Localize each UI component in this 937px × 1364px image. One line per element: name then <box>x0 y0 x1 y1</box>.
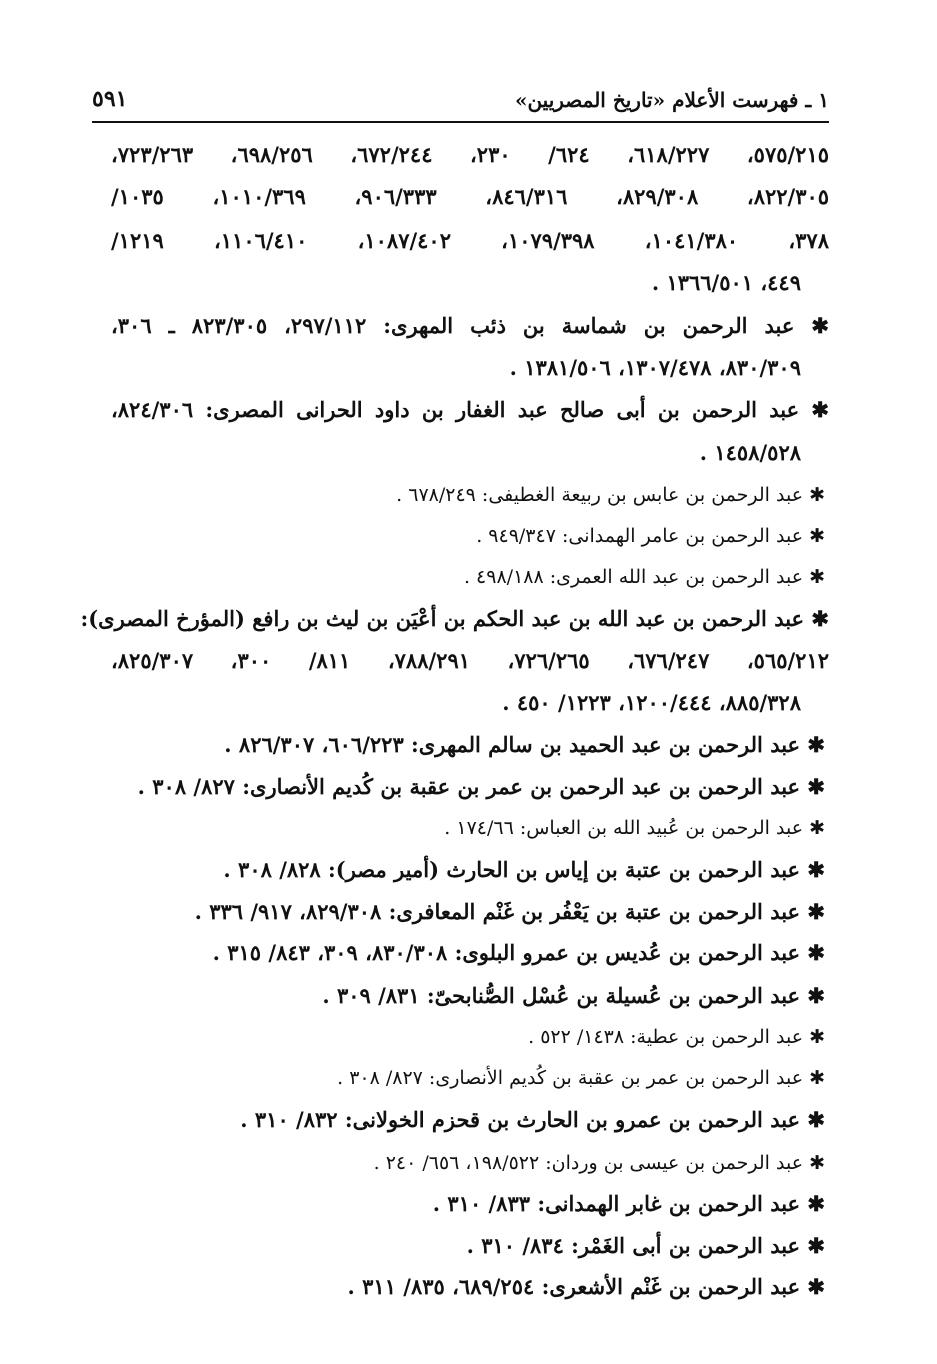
entry-ibn-abd-al-hakam: ✱ عبد الرحمن بن عبد الله بن عبد الحكم بن أعْيَن بن ليث بن رافع (المؤرخ المصرى): <box>80 606 829 631</box>
page-number: ٥٩١ <box>92 86 128 112</box>
entry-utba-yafur: ✱ عبد الرحمن بن عتبة بن يَعْفُر بن غَنْم المعافرى: ٨٢٩/٣٠٨، ٩١٧/ ٣٣٦ . <box>194 899 825 924</box>
entry-abdullah-umari: ✱ عبد الرحمن بن عبد الله العمرى: ٤٩٨/١٨٨ . <box>463 566 825 588</box>
entry-abi-salih-cont: ١٤٥٨/٥٢٨ . <box>699 440 801 465</box>
entry-utba-iyas: ✱ عبد الرحمن بن عتبة بن إياس بن الحارث (أمير مصر): ٨٢٨/ ٣٠٨ . <box>223 857 825 882</box>
entry-ghanm-ashari: ✱ عبد الرحمن بن غَنْم الأشعرى: ٦٨٩/٢٥٤، ٨٣٥/ ٣١١ . <box>347 1274 825 1299</box>
index-line-1: ٥٧٥/٢١٥، ٦١٨/٢٢٧، ٦٢٤/ ٢٣٠، ٦٧٢/٢٤٤، ٦٩٨/٢٥٦، ٧٢٣/٢٦٣، <box>111 142 830 167</box>
index-line-2: ٨٢٢/٣٠٥، ٨٢٩/٣٠٨، ٨٤٦/٣١٦، ٩٠٦/٣٣٣، ١٠١٠/٣٦٩، ١٠٣٥/ <box>111 184 830 209</box>
entry-ubaydullah: ✱ عبد الرحمن بن عُبيد الله بن العباس: ١٧٤/٦٦ . <box>444 817 825 839</box>
entry-shamasa: ✱ عبد الرحمن بن شماسة بن ذئب المهرى: ٢٩٧/١١٢، ٨٢٣/٣٠٥ ـ ٣٠٦، <box>111 313 829 338</box>
entry-ghabir: ✱ عبد الرحمن بن غابر الهمدانى: ٨٣٣/ ٣١٠ . <box>432 1191 825 1216</box>
entry-ibn-abd-al-hakam-cont-2: ٨٨٥/٣٢٨، ١٢٠٠/٤٤٤، ١٢٢٣/ ٤٥٠ . <box>502 690 801 715</box>
entry-usayla: ✱ عبد الرحمن بن عُسيلة بن عُسْل الصُّنابحىّ: ٨٣١/ ٣٠٩ . <box>322 983 825 1008</box>
entry-ibn-abd-al-hakam-cont-1: ٥٦٥/٢١٢، ٦٧٦/٢٤٧، ٧٢٦/٢٦٥، ٧٨٨/٢٩١، ٨١١/ ٣٠٠، ٨٢٥/٣٠٧، <box>111 648 830 673</box>
entry-umar-uqba: ✱ عبد الرحمن بن عمر بن عقبة بن كُديم الأنصارى: ٨٢٧/ ٣٠٨ . <box>337 1067 825 1089</box>
entry-abi-salih: ✱ عبد الرحمن بن أبى صالح عبد الغفار بن داود الحرانى المصرى: ٨٢٤/٣٠٦، <box>111 397 829 422</box>
entry-isa-wardan: ✱ عبد الرحمن بن عيسى بن وردان: ١٩٨/٥٢٢، ٦٥٦/ ٢٤٠ . <box>373 1152 825 1174</box>
page-header <box>92 84 829 118</box>
entry-abd-al-rahman-umar: ✱ عبد الرحمن بن عبد الرحمن بن عمر بن عقبة بن كُديم الأنصارى: ٨٢٧/ ٣٠٨ . <box>137 774 825 799</box>
index-line-3: ٣٧٨، ١٠٤١/٣٨٠، ١٠٧٩/٣٩٨، ١٠٨٧/٤٠٢، ١١٠٦/٤١٠، ١٢١٩/ <box>111 228 829 253</box>
running-title: ١ ـ فهرست الأعلام «تاريخ المصريين» <box>514 88 829 112</box>
entry-abd-al-hamid: ✱ عبد الرحمن بن عبد الحميد بن سالم المهرى: ٦٠٦/٢٢٣، ٨٢٦/٣٠٧ . <box>224 732 825 757</box>
entry-atiyya: ✱ عبد الرحمن بن عطية: ١٤٣٨/ ٥٢٢ . <box>528 1026 825 1048</box>
index-line-4: ٤٤٩، ١٣٦٦/٥٠١ . <box>651 270 801 295</box>
header-rule <box>92 121 829 123</box>
entry-shamasa-cont: ٨٣٠/٣٠٩، ١٣٠٧/٤٧٨، ١٣٨١/٥٠٦ . <box>509 355 801 380</box>
entry-amir: ✱ عبد الرحمن بن عامر الهمدانى: ٩٤٩/٣٤٧ . <box>476 525 825 547</box>
entry-udays: ✱ عبد الرحمن بن عُديس بن عمرو البلوى: ٨٣٠/٣٠٨، ٣٠٩، ٨٤٣/ ٣١٥ . <box>212 940 825 965</box>
entry-abi-al-ghamr: ✱ عبد الرحمن بن أبى الغَمْر: ٨٣٤/ ٣١٠ . <box>466 1233 825 1258</box>
entry-amr-harith: ✱ عبد الرحمن بن عمرو بن الحارث بن قحزم الخولانى: ٨٣٢/ ٣١٠ . <box>240 1107 825 1132</box>
entry-abis: ✱ عبد الرحمن بن عابس بن ربيعة الغطيفى: ٦٧٨/٢٤٩ . <box>396 484 825 506</box>
